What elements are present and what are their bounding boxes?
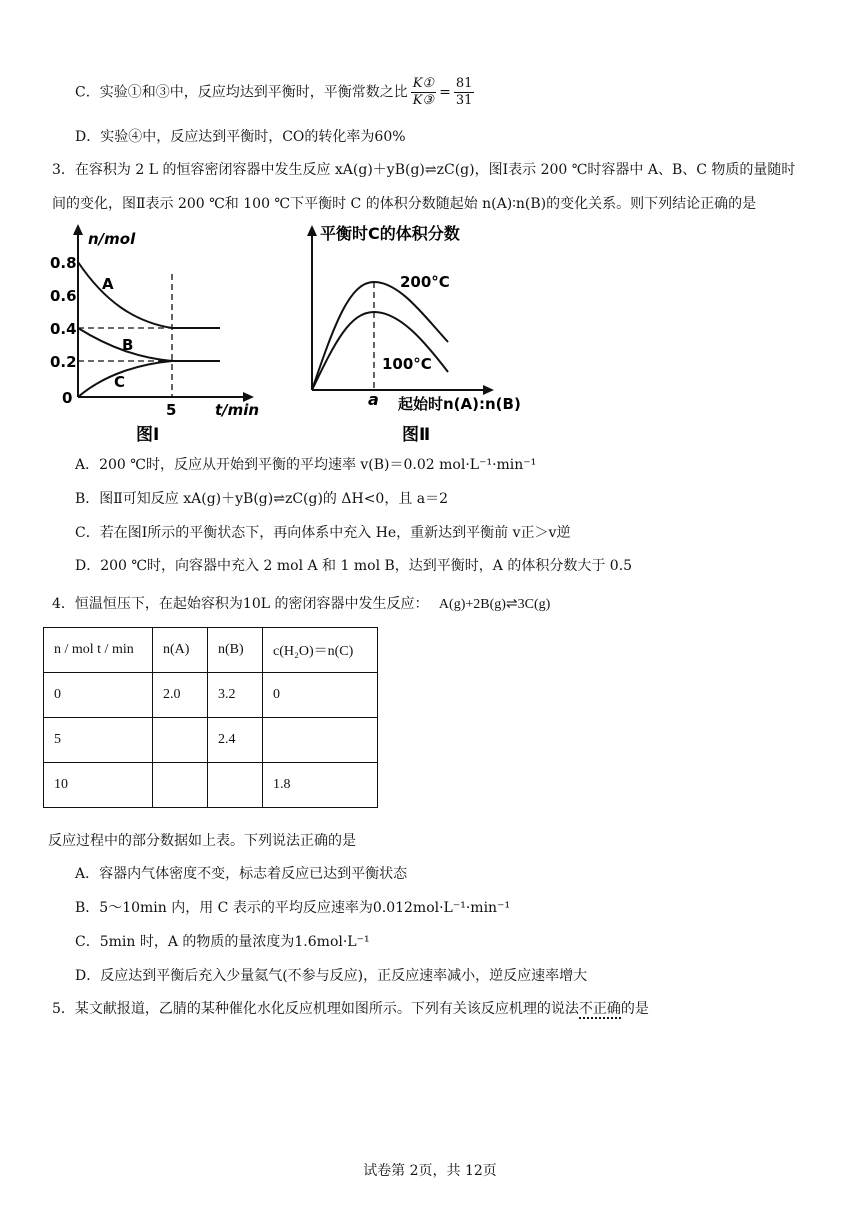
- fig1-caption: 图Ⅰ: [136, 425, 160, 445]
- fig2-curve-100c: [312, 312, 448, 390]
- table-header-row: [44, 628, 378, 673]
- q4-after-table: 反应过程中的部分数据如上表。下列说法正确的是: [48, 833, 356, 849]
- table-cell: 0: [263, 673, 378, 718]
- fig2-x-arrow: [483, 385, 494, 395]
- fig1-xlabel: t/min: [215, 401, 260, 419]
- q3-option-a: A．200 ℃时，反应从开始到平衡的平均速率 v(B)＝0.02 mol·L⁻¹·min⁻¹: [75, 457, 537, 473]
- q3-option-b: B．图Ⅱ可知反应 xA(g)＋yB(g)⇌zC(g)的 ΔH<0，且 a＝2: [75, 491, 449, 507]
- table-header-cell: n / mol t / min: [44, 628, 153, 673]
- k-ratio-equals: =: [439, 84, 451, 101]
- table-cell: 0: [44, 673, 153, 718]
- table-cell: 10: [44, 763, 153, 808]
- k-ratio-numerator: K①: [412, 76, 435, 91]
- k-ratio-fraction: [411, 76, 436, 109]
- q2-option-d: D．实验④中，反应达到平衡时，CO的转化率为60%: [75, 129, 406, 145]
- q4-stem-text: 4．恒温恒压下，在起始容积为10L 的密闭容器中发生反应：: [52, 596, 429, 612]
- value-numerator: 81: [455, 76, 473, 91]
- table-cell: [153, 718, 208, 763]
- figure-2: [307, 224, 521, 445]
- fig1-curve-b: [78, 328, 220, 361]
- q4-option-c: C．5min 时，A 的物质的量浓度为1.6mol·L⁻¹: [75, 934, 370, 950]
- table-cell: 3.2: [208, 673, 263, 718]
- q5-stem-text: 5．某文献报道，乙腈的某种催化水化反应机理如图所示。下列有关该反应机理的说法: [52, 1001, 579, 1017]
- fig1-label-b: B: [122, 336, 134, 354]
- table-cell: 2.0: [153, 673, 208, 718]
- fig1-ytick-08: 0.8: [50, 254, 77, 272]
- q5-stem-tail: 的是: [620, 1001, 649, 1017]
- q4-data-table: [43, 627, 378, 808]
- fig1-ytick-04: 0.4: [50, 320, 77, 338]
- q2-option-c: [75, 76, 477, 109]
- fig1-ytick-02: 0.2: [50, 353, 77, 371]
- table-row: [44, 673, 378, 718]
- fig2-ylabel: 平衡时C的体积分数: [320, 224, 460, 243]
- table-header-cell: n(A): [153, 628, 208, 673]
- table-cell: [208, 763, 263, 808]
- fig2-caption: 图Ⅱ: [402, 425, 431, 445]
- figure-1: [50, 224, 259, 445]
- q3-figures: [50, 222, 550, 450]
- table-header-cell: n(B): [208, 628, 263, 673]
- fig1-label-a: A: [102, 275, 114, 293]
- fig1-curve-a: [78, 262, 220, 328]
- fig1-ytick-0: 0: [62, 389, 73, 407]
- q3-option-d: D．200 ℃时，向容器中充入 2 mol A 和 1 mol B，达到平衡时，A 的体积分数大于 0.5: [75, 558, 633, 574]
- fig2-curve-200c: [312, 282, 448, 390]
- fig1-xtick-5: 5: [166, 401, 177, 419]
- table-row: [44, 763, 378, 808]
- value-fraction: [454, 76, 475, 109]
- fig2-xlabel: 起始时n(A):n(B): [398, 395, 521, 413]
- q3-option-c: C．若在图Ⅰ所示的平衡状态下，再向体系中充入 He，重新达到平衡前 v正＞v逆: [75, 525, 571, 541]
- table-cell: 1.8: [263, 763, 378, 808]
- page-footer: 试卷第 2页，共 12页: [363, 1163, 497, 1179]
- fig1-ylabel: n/mol: [88, 230, 136, 248]
- q3-stem-line2: 间的变化，图Ⅱ表示 200 ℃和 100 ℃下平衡时 C 的体积分数随起始 n(A)∶n(B)的变化关系。则下列结论正确的是: [52, 196, 757, 212]
- table-header-cell: c(H₂O)＝n(C): [263, 628, 378, 673]
- k-ratio-denominator: K③: [412, 93, 435, 108]
- q2-option-c-text: C．实验①和③中，反应均达到平衡时，平衡常数之比: [75, 84, 408, 101]
- q4-option-b: B．5～10min 内，用 C 表示的平均反应速率为0.012mol·L⁻¹·min⁻¹: [75, 900, 511, 916]
- fig2-label-100c: 100°C: [382, 355, 432, 373]
- table-row: [44, 718, 378, 763]
- fig2-label-200c: 200°C: [400, 273, 450, 291]
- fig2-xtick-a: a: [368, 390, 379, 409]
- fig1-ytick-06: 0.6: [50, 287, 77, 305]
- table-cell: 5: [44, 718, 153, 763]
- table-cell: 2.4: [208, 718, 263, 763]
- q5-emphasis: 不正确: [578, 1001, 621, 1017]
- fig2-y-arrow: [307, 225, 317, 236]
- fig1-label-c: C: [114, 373, 126, 391]
- table-cell: [263, 718, 378, 763]
- value-denominator: 31: [455, 93, 473, 108]
- q4-stem: [52, 594, 550, 615]
- q5-stem: [52, 999, 649, 1019]
- q4-reaction: A(g)+2B(g)⇌3C(g): [438, 597, 551, 612]
- q4-option-d: D．反应达到平衡后充入少量氦气(不参与反应)，正反应速率减小，逆反应速率增大: [75, 968, 588, 984]
- q4-option-a: A．容器内气体密度不变，标志着反应已达到平衡状态: [75, 866, 408, 882]
- q3-stem-line1: 3．在容积为 2 L 的恒容密闭容器中发生反应 xA(g)＋yB(g)⇌zC(g)，图Ⅰ表示 200 ℃时容器中 A、B、C 物质的量随时: [52, 162, 796, 178]
- fig1-y-arrow: [73, 224, 83, 235]
- table-cell: [153, 763, 208, 808]
